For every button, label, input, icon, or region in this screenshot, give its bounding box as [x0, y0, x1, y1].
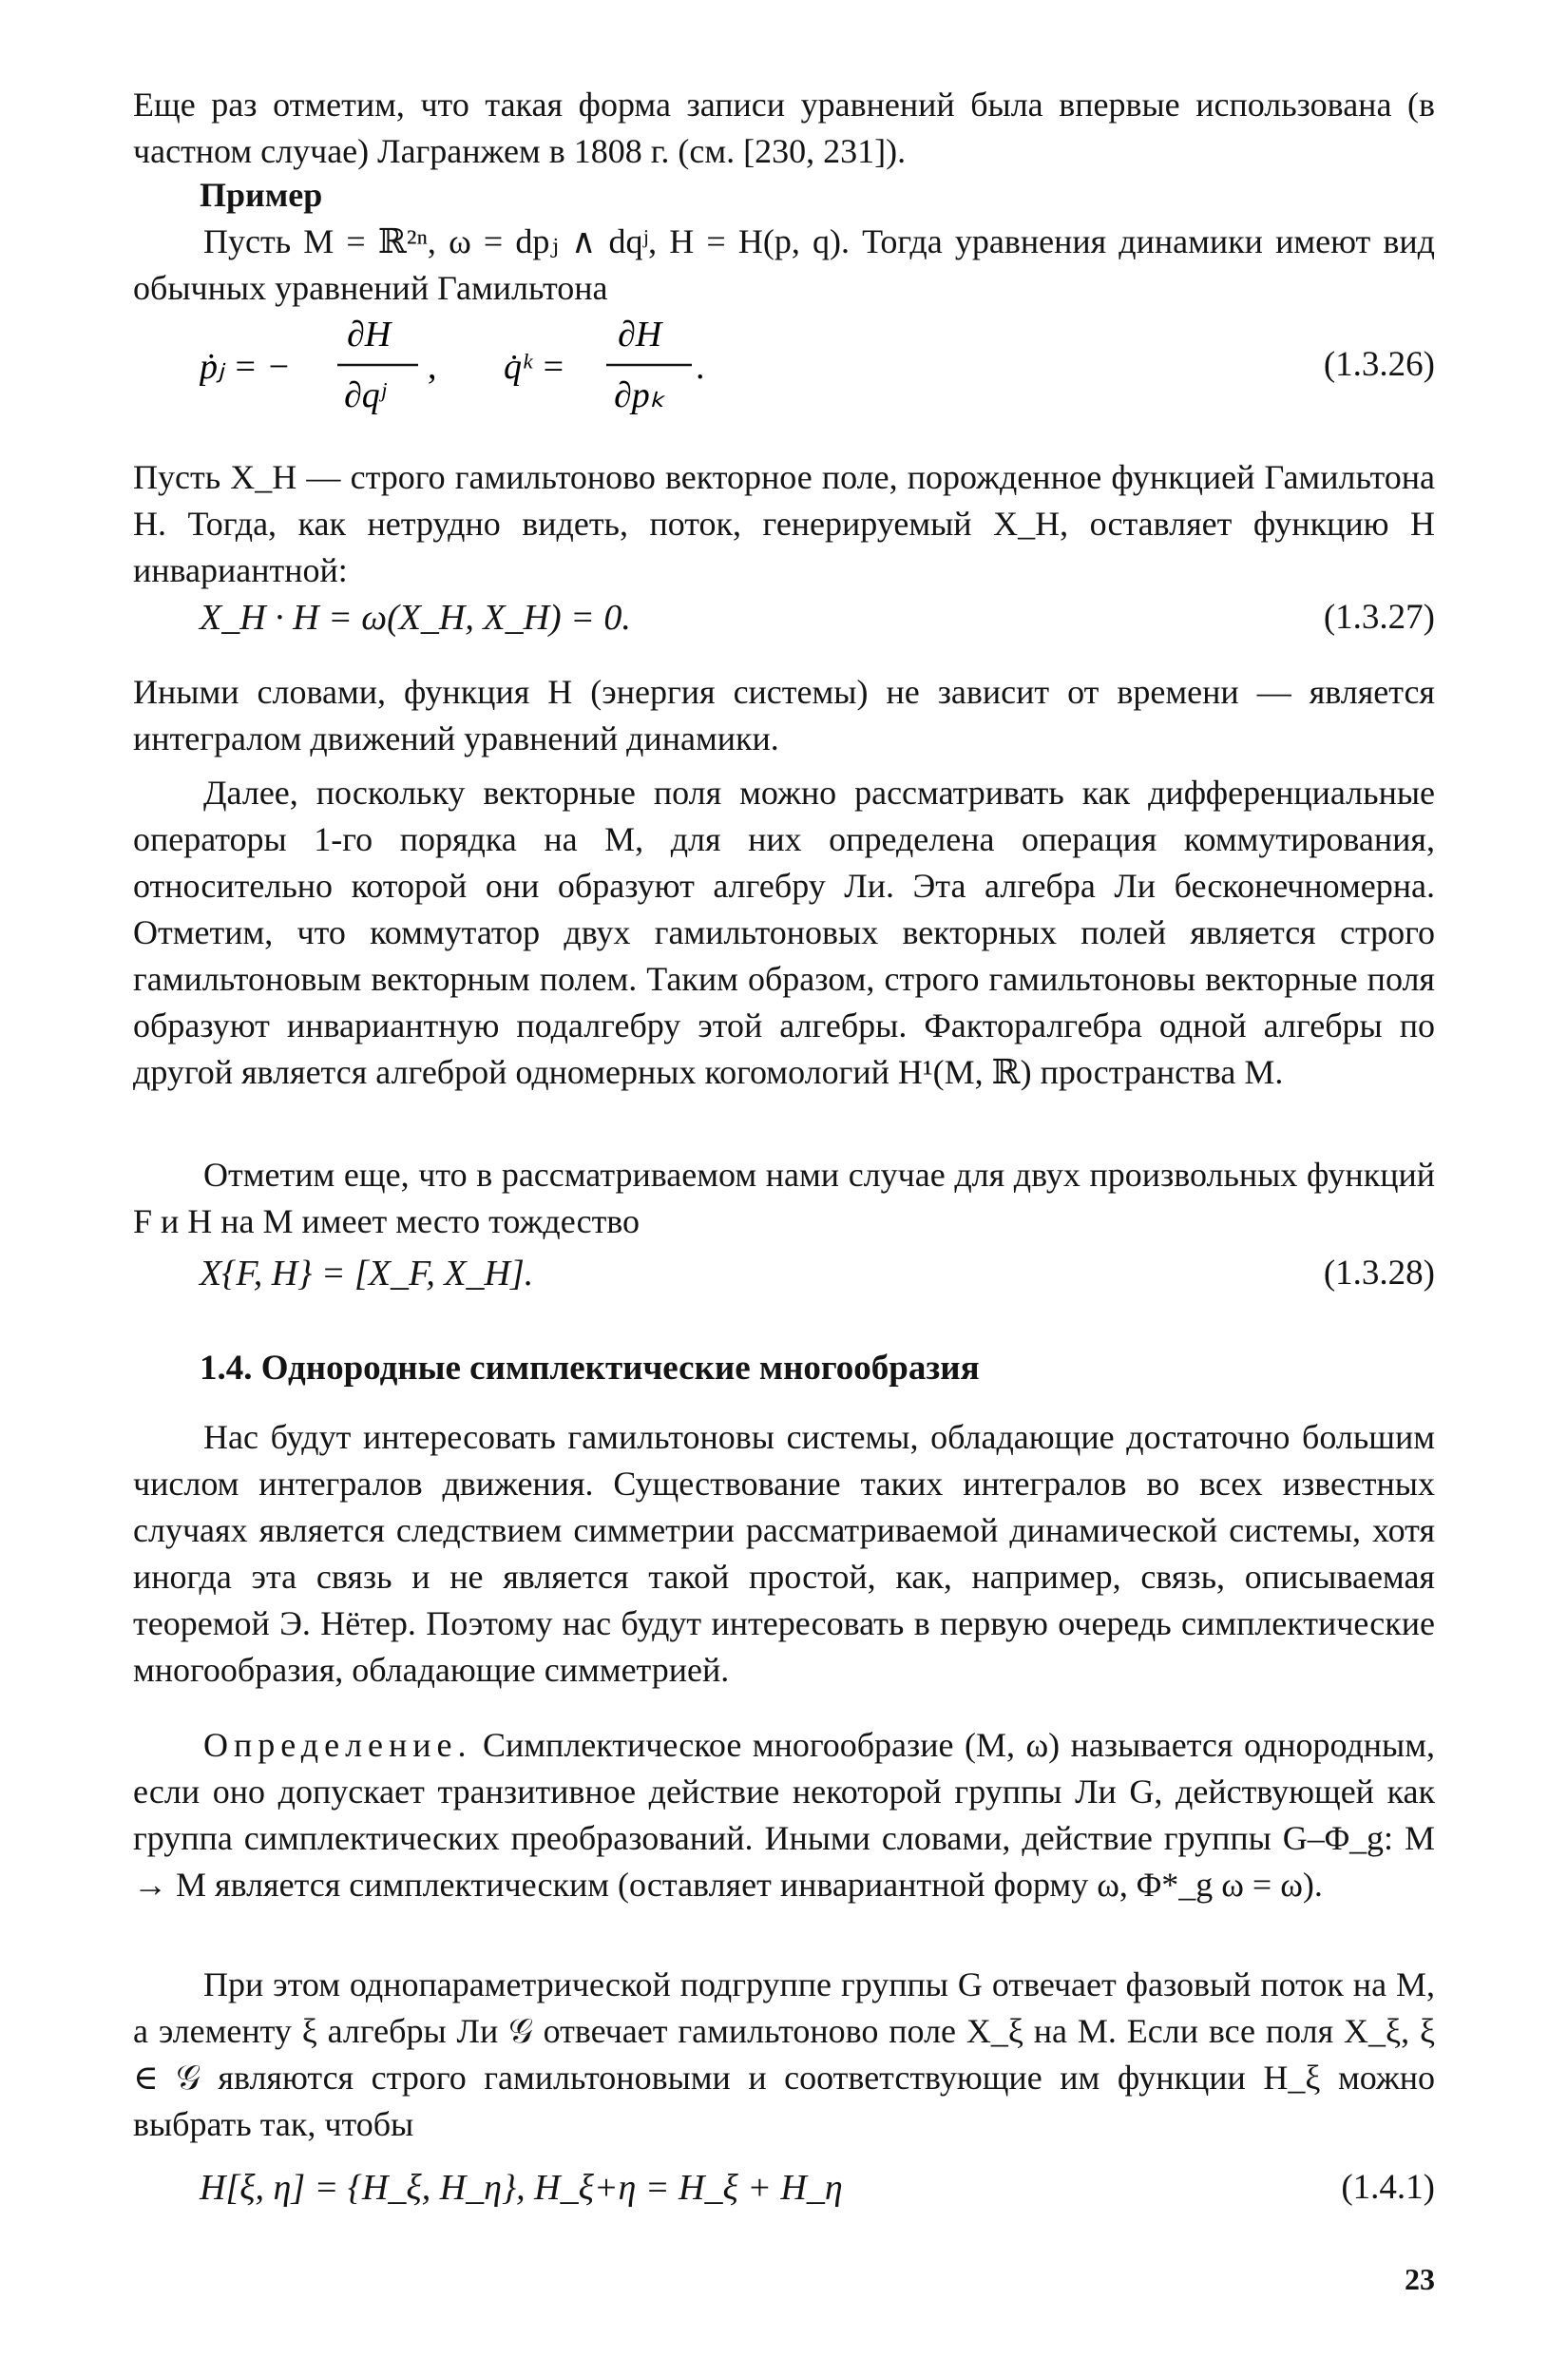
- paragraph-lagrange: Еще раз отметим, что такая форма записи уравнений была впервые использована (в частном случае) Лагранжем в 1808 г. (см. [230, 231]).: [133, 86, 1435, 170]
- definition-text: Симплектическое многообразие (M, ω) называется однородным, если оно допускает транзитивное действие некоторой группы Ли G, действующей как группа симплектических преобразований. Иными словами, действие группы G–Φ_g: M → M является симплектическим (оставляет инвариантной форму ω, Φ*_g ω = ω).: [133, 1726, 1435, 1904]
- equation-1-3-27: [200, 597, 1435, 654]
- definition-word: Определение.: [203, 1726, 472, 1764]
- eq26-period: .: [696, 347, 705, 387]
- eq26-num2: ∂H: [618, 315, 662, 355]
- eq26-lhs2: q̇ᵏ =: [504, 347, 565, 387]
- equation-1-3-26: [200, 304, 1435, 437]
- paragraph-integrals-of-motion: Нас будут интересовать гамильтоновы системы, обладающие достаточно большим числом интегралов движения. Существование таких интегралов во всех известных случаях является следствием симметрии рассматриваемой динамической системы, хотя иногда эта связь и не является такой простой, как, например, связь, описываемая теоремой Э. Нётер. Поэтому нас будут интересовать в первую очередь симплектические многообразия, обладающие симметрией.: [133, 1418, 1435, 1689]
- paragraph-one-parameter-subgroup: При этом однопараметрической подгруппе группы G отвечает фазовый поток на M, а элементу ξ алгебры Ли 𝒢 отвечает гамильтоново поле X_ξ на M. Если все поля X_ξ, ξ ∈ 𝒢 являются строго гамильтоновыми и соответствующие им функции H_ξ можно выбрать так, чтобы: [133, 1965, 1435, 2143]
- page-number: 23: [1405, 2262, 1435, 2296]
- paragraph-lie-algebra: Далее, поскольку векторные поля можно рассматривать как дифференциальные операторы 1-го порядка на M, для них определена операция коммутирования, относительно которой они образуют алгебру Ли. Эта алгебра Ли бесконечномерна. Отметим, что коммутатор двух гамильтоновых векторных полей является строго гамильтоновым векторным полем. Таким образом, строго гамильтоновы векторные поля образуют инвариантную подалгебру этой алгебры. Факторалгебра одной алгебры по другой является алгеброй одномерных когомологий H¹(M, ℝ) пространства M.: [133, 774, 1435, 1091]
- equation-1-3-27-body: X_H · H = ω(X_H, X_H) = 0.: [200, 598, 631, 638]
- paragraph-example: Пусть M = ℝ²ⁿ, ω = dpⱼ ∧ dqʲ, H = H(p, q). Тогда уравнения динамики имеют вид обычных уравнений Гамильтона: [133, 222, 1435, 307]
- equation-1-3-26-svg: [200, 304, 1055, 437]
- eq26-den2: ∂pₖ: [614, 375, 665, 415]
- paragraph-hamiltonian-field: Пусть X_H — строго гамильтоново векторное поле, порожденное функцией Гамильтона H. Тогда, как нетрудно видеть, поток, генерируемый X_H, оставляет функцию H инвариантной:: [133, 458, 1435, 589]
- equation-1-3-28-body: X{F, H} = [X_F, X_H].: [200, 1254, 534, 1293]
- equation-1-4-1: [200, 2167, 1435, 2224]
- paragraph-identity: Отметим еще, что в рассматриваемом нами случае для двух произвольных функций F и H на M имеет место тождество: [133, 1156, 1435, 1240]
- equation-number-1-3-28: (1.3.28): [1323, 1254, 1435, 1293]
- paragraph-energy-integral: Иными словами, функция H (энергия системы) не зависит от времени — является интегралом движений уравнений динамики.: [133, 673, 1435, 757]
- equation-1-4-1-body: H[ξ, η] = {H_ξ, H_η}, H_ξ+η = H_ξ + H_η: [200, 2168, 843, 2208]
- equation-number-1-3-27: (1.3.27): [1323, 598, 1435, 637]
- eq26-comma: ,: [428, 347, 437, 387]
- eq26-num1: ∂H: [347, 315, 392, 355]
- paragraph-definition: [133, 1722, 1435, 1908]
- equation-number-1-3-26: (1.3.26): [1323, 345, 1435, 384]
- eq26-den1: ∂qʲ: [344, 375, 387, 415]
- eq26-lhs1: ṗⱼ = −: [200, 347, 291, 387]
- section-heading: 1.4. Однородные симплектические многообразия: [200, 1349, 980, 1388]
- equation-number-1-4-1: (1.4.1): [1341, 2168, 1435, 2207]
- example-label: Пример: [200, 176, 323, 214]
- equation-1-3-28: [200, 1253, 1435, 1310]
